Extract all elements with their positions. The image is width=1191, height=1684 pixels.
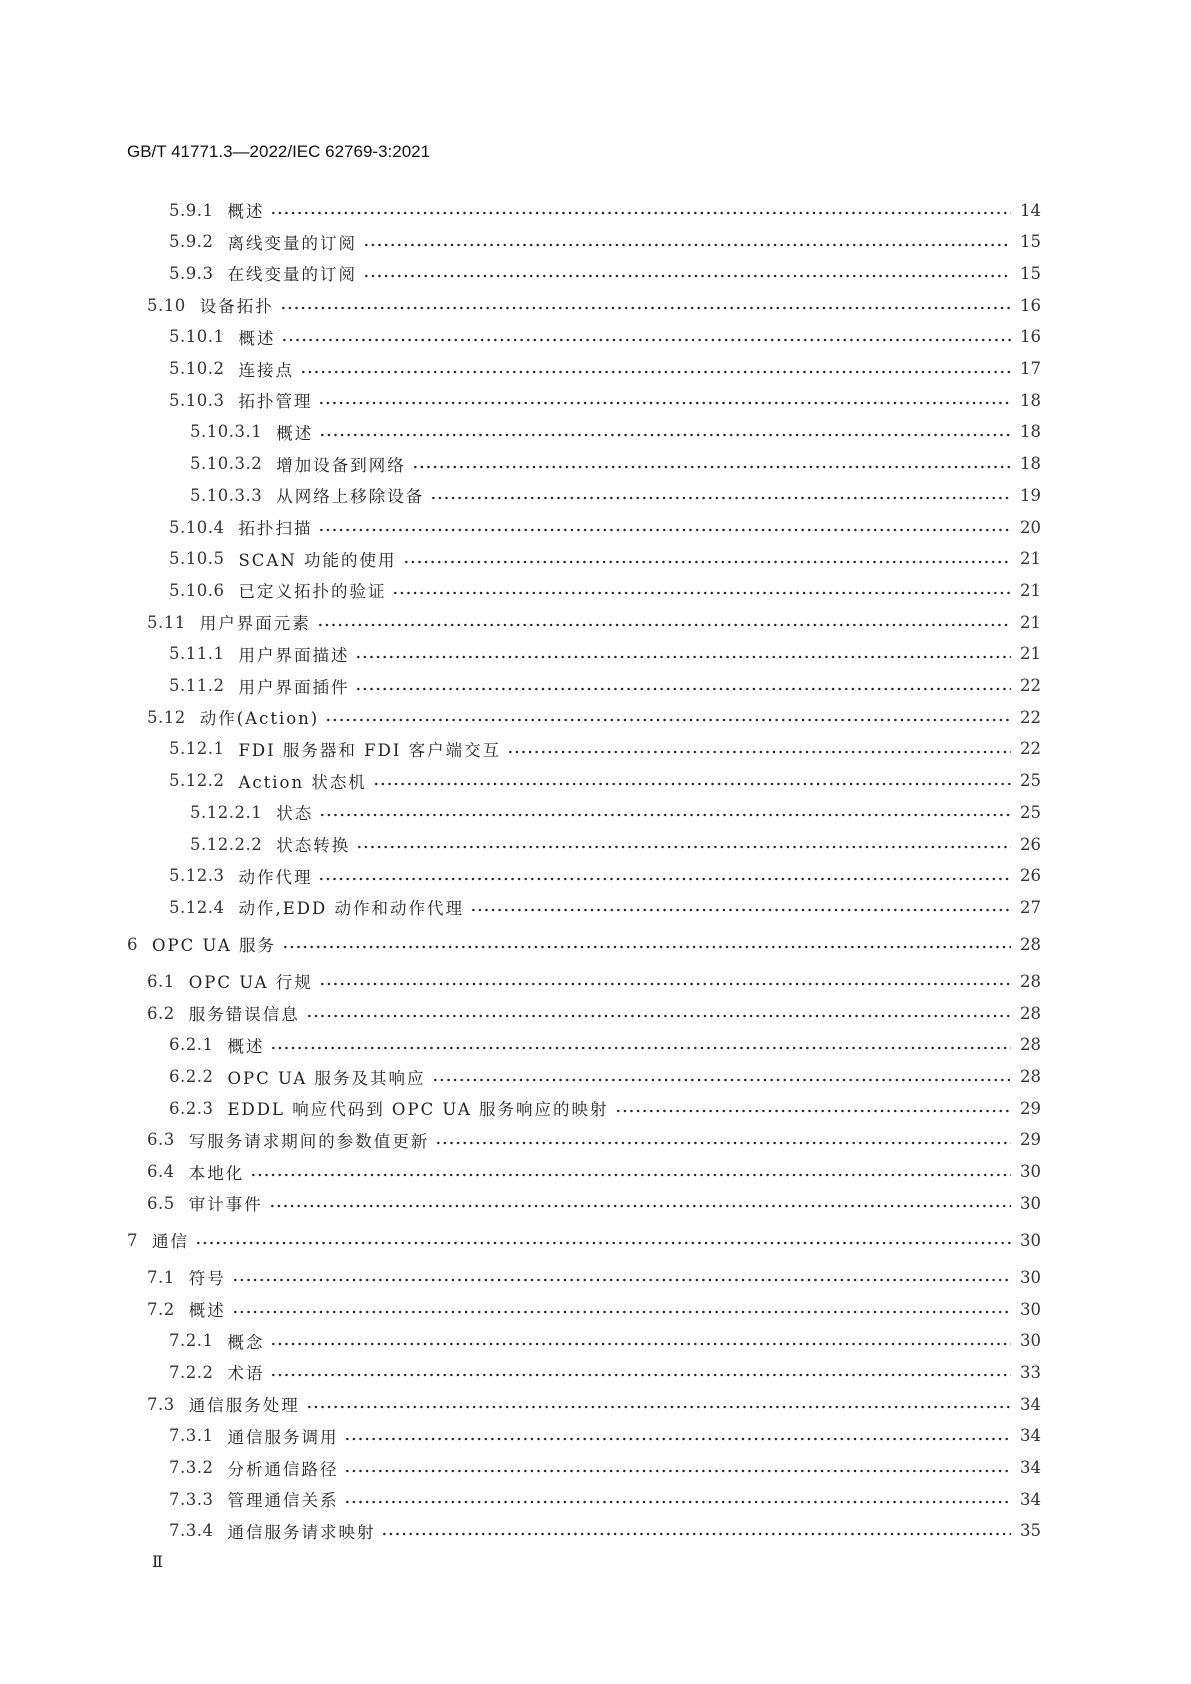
- toc-entry-page: 30: [1020, 1299, 1041, 1319]
- toc-leader-dots: [373, 782, 1011, 786]
- toc-entry[interactable]: [147, 1001, 1041, 1025]
- toc-entry[interactable]: [169, 515, 1041, 539]
- toc-entry-number: 6.2.2: [169, 1067, 214, 1086]
- toc-leader-dots: [356, 845, 1011, 849]
- toc-entry[interactable]: [169, 642, 1041, 666]
- toc-entry[interactable]: [169, 388, 1041, 412]
- toc-entry-title: 本地化: [188, 1163, 245, 1183]
- toc-entry-title: 概述: [188, 1301, 226, 1320]
- page-number: Ⅱ: [152, 1552, 163, 1571]
- toc-entry-title: 增加设备到网络: [276, 455, 406, 475]
- toc-leader-dots: [344, 1437, 1011, 1441]
- toc-leader-dots: [282, 945, 1011, 949]
- toc-entry[interactable]: [147, 1297, 1041, 1321]
- toc-entry[interactable]: [147, 293, 1041, 317]
- toc-entry-page: 21: [1020, 580, 1041, 600]
- toc-entry-number: 6.2.3: [169, 1098, 214, 1118]
- toc-leader-dots: [403, 560, 1011, 564]
- toc-entry-page: 21: [1020, 549, 1041, 569]
- toc-entry[interactable]: [147, 705, 1041, 729]
- toc-entry-number: 5.9.2: [169, 232, 214, 252]
- toc-entry[interactable]: [169, 1329, 1041, 1353]
- toc-entry-page: 26: [1020, 834, 1041, 854]
- toc-leader-dots: [306, 1405, 1011, 1409]
- toc-entry[interactable]: [169, 325, 1041, 349]
- toc-entry-page: 28: [1020, 1003, 1041, 1023]
- toc-entry-number: 7.2.2: [169, 1362, 214, 1382]
- toc-entry-title: Action 状态机: [238, 772, 367, 792]
- toc-entry-title: 用户界面元素: [199, 614, 311, 634]
- toc-entry-page: 18: [1020, 390, 1041, 410]
- toc-entry-number: 5.10.2: [169, 359, 225, 378]
- toc-entry-page: 15: [1020, 232, 1041, 252]
- toc-entry[interactable]: [147, 1265, 1041, 1289]
- toc-entry[interactable]: [127, 1228, 1041, 1252]
- toc-entry-page: 14: [1020, 200, 1041, 220]
- toc-entry-title: 概述: [276, 423, 314, 443]
- toc-entry[interactable]: [169, 1096, 1041, 1120]
- toc-entry[interactable]: [147, 1191, 1041, 1215]
- toc-entry-title: OPC UA 行规: [188, 973, 313, 993]
- toc-leader-dots: [344, 1469, 1011, 1473]
- toc-entry-page: 30: [1020, 1230, 1041, 1250]
- toc-entry[interactable]: [169, 737, 1041, 761]
- toc-entry-number: 5.12.2: [169, 771, 225, 791]
- toc-entry-title: 动作(Action): [199, 709, 320, 729]
- toc-entry-page: 22: [1020, 739, 1041, 759]
- toc-leader-dots: [430, 496, 1011, 500]
- toc-entry[interactable]: [169, 674, 1041, 698]
- toc-leader-dots: [270, 1046, 1011, 1050]
- toc-entry-page: 16: [1020, 295, 1041, 315]
- toc-leader-dots: [318, 401, 1011, 405]
- toc-entry[interactable]: [169, 1456, 1041, 1480]
- toc-entry[interactable]: [147, 969, 1041, 993]
- toc-entry-number: 6: [127, 934, 138, 954]
- toc-entry-number: 7.3: [147, 1394, 175, 1414]
- toc-entry-number: 5.10.4: [169, 517, 225, 537]
- toc-entry-title: 已定义拓扑的验证: [238, 582, 387, 602]
- toc-entry-number: 5.12.4: [169, 897, 225, 917]
- toc-leader-dots: [412, 465, 1011, 469]
- toc-entry[interactable]: [190, 483, 1041, 507]
- toc-entry-title: 从网络上移除设备: [276, 487, 425, 507]
- toc-entry-title: 动作,EDD 动作和动作代理: [238, 899, 464, 919]
- toc-leader-dots: [507, 750, 1011, 754]
- toc-entry-page: 34: [1020, 1458, 1041, 1477]
- toc-entry-title: 用户界面插件: [238, 677, 350, 697]
- toc-entry-page: 21: [1020, 612, 1041, 632]
- toc-entry[interactable]: [147, 1128, 1041, 1152]
- toc-entry-title: 分析通信路径: [227, 1459, 339, 1479]
- toc-entry-title: 符号: [188, 1269, 226, 1289]
- toc-entry-title: OPC UA 服务及其响应: [227, 1068, 426, 1088]
- toc-entry-title: 写服务请求期间的参数值更新: [188, 1131, 430, 1151]
- toc-entry-title: 拓扑管理: [238, 392, 313, 412]
- toc-leader-dots: [363, 274, 1011, 278]
- toc-entry-title: 通信服务处理: [188, 1396, 300, 1416]
- toc-entry-number: 6.5: [147, 1193, 175, 1213]
- toc-entry-title: 动作代理: [238, 867, 313, 887]
- toc-entry-number: 5.12.3: [169, 866, 225, 886]
- toc-entry-title: 通信: [152, 1232, 189, 1252]
- toc-entry[interactable]: [169, 230, 1041, 254]
- toc-entry-title: OPC UA 服务: [152, 936, 277, 956]
- toc-entry-number: 6.2.1: [169, 1035, 214, 1055]
- document-header: GB/T 41771.3—2022/IEC 62769-3:2021: [127, 142, 431, 161]
- toc-leader-dots: [270, 211, 1011, 215]
- toc-entry[interactable]: [169, 261, 1041, 285]
- toc-leader-dots: [318, 528, 1011, 532]
- toc-entry[interactable]: [169, 1360, 1041, 1384]
- toc-entry-title: SCAN 功能的使用: [238, 550, 397, 570]
- toc-entry-page: 33: [1020, 1362, 1041, 1382]
- toc-entry-number: 5.10.3.3: [190, 485, 263, 505]
- toc-entry-page: 30: [1020, 1193, 1041, 1213]
- toc-leader-dots: [281, 338, 1011, 342]
- toc-entry[interactable]: [169, 895, 1041, 919]
- toc-entry[interactable]: [169, 1065, 1041, 1089]
- toc-entry-page: 28: [1020, 1035, 1041, 1055]
- toc-leader-dots: [270, 1342, 1011, 1346]
- toc-entry-page: 30: [1020, 1267, 1041, 1287]
- toc-entry[interactable]: [169, 357, 1041, 381]
- toc-entry-title: 通信服务调用: [227, 1427, 339, 1447]
- toc-entry-page: 19: [1020, 485, 1041, 505]
- toc-entry-title: 概述: [238, 328, 276, 348]
- toc-entry-page: 25: [1020, 771, 1041, 791]
- toc-entry-title: 用户界面描述: [238, 645, 350, 665]
- toc-leader-dots: [232, 1310, 1011, 1314]
- toc-leader-dots: [344, 1500, 1011, 1504]
- toc-entry-number: 7.3.4: [169, 1521, 214, 1541]
- toc-entry-page: 21: [1020, 644, 1041, 664]
- toc-entry[interactable]: [169, 864, 1041, 888]
- toc-leader-dots: [392, 591, 1011, 595]
- toc-entry-number: 5.12.2.2: [190, 834, 263, 854]
- toc-entry-page: 29: [1020, 1098, 1041, 1118]
- toc-entry-number: 5.11.1: [169, 644, 225, 664]
- toc-entry-number: 5.12.2.1: [190, 802, 263, 822]
- toc-leader-dots: [363, 243, 1011, 247]
- toc-leader-dots: [325, 718, 1011, 722]
- toc-entry-number: 5.10.3.1: [190, 422, 263, 442]
- toc-entry-number: 6.1: [147, 971, 175, 991]
- toc-entry[interactable]: [169, 1424, 1041, 1448]
- toc-leader-dots: [318, 877, 1011, 881]
- toc-entry-title: 概述: [227, 1036, 265, 1056]
- toc-entry-page: 18: [1020, 422, 1041, 442]
- toc-entry[interactable]: [147, 1392, 1041, 1416]
- toc-leader-dots: [300, 370, 1011, 374]
- toc-leader-dots: [306, 1014, 1011, 1018]
- toc-entry[interactable]: [190, 420, 1041, 444]
- toc-entry-title: 概述: [227, 202, 265, 221]
- toc-entry-page: 27: [1020, 897, 1041, 917]
- toc-entry-page: 22: [1020, 676, 1041, 695]
- toc-entry-number: 5.11: [147, 612, 186, 632]
- toc-leader-dots: [435, 1141, 1011, 1145]
- toc-entry[interactable]: [169, 198, 1041, 222]
- toc-entry-page: 16: [1020, 327, 1041, 347]
- toc-entry-number: 6.3: [147, 1130, 175, 1150]
- toc-entry-number: 5.10.5: [169, 549, 225, 569]
- toc-entry-title: FDI 服务器和 FDI 客户端交互: [238, 740, 502, 760]
- toc-entry-title: 通信服务请求映射: [227, 1522, 376, 1542]
- toc-entry-number: 7: [127, 1230, 138, 1250]
- toc-leader-dots: [319, 982, 1011, 986]
- toc-entry[interactable]: [147, 1160, 1041, 1184]
- toc-entry-page: 22: [1020, 707, 1041, 727]
- toc-entry[interactable]: [169, 769, 1041, 793]
- toc-entry-page: 15: [1020, 263, 1041, 283]
- toc-entry-page: 18: [1020, 454, 1041, 474]
- toc-entry[interactable]: [169, 1519, 1041, 1543]
- toc-entry-number: 5.9.1: [169, 200, 214, 220]
- toc-entry[interactable]: [147, 610, 1041, 634]
- toc-leader-dots: [432, 1078, 1011, 1082]
- toc-leader-dots: [615, 1109, 1012, 1113]
- toc-leader-dots: [270, 1373, 1011, 1377]
- toc-entry-title: 审计事件: [188, 1195, 263, 1215]
- toc-leader-dots: [195, 1241, 1011, 1245]
- toc-entry-page: 35: [1020, 1521, 1041, 1541]
- toc-leader-dots: [319, 433, 1011, 437]
- toc-entry-number: 5.12: [147, 707, 186, 727]
- toc-entry-title: 术语: [227, 1364, 265, 1384]
- toc-entry-number: 5.10.3: [169, 390, 225, 410]
- toc-entry-number: 5.10.1: [169, 327, 225, 347]
- toc-entry-title: 状态转换: [276, 836, 351, 855]
- toc-entry[interactable]: [190, 800, 1041, 824]
- toc-entry-number: 6.4: [147, 1162, 175, 1182]
- toc-entry-page: 30: [1020, 1162, 1041, 1182]
- toc-entry-number: 7.3.1: [169, 1426, 214, 1446]
- toc-entry[interactable]: [169, 547, 1041, 571]
- toc-entry-page: 17: [1020, 359, 1041, 378]
- toc-entry-page: 28: [1020, 971, 1041, 991]
- toc-entry-number: 7.3.3: [169, 1489, 214, 1509]
- toc-entry-number: 5.12.1: [169, 739, 225, 759]
- toc-entry[interactable]: [127, 932, 1041, 956]
- toc-entry-number: 5.9.3: [169, 263, 214, 283]
- toc-entry-page: 29: [1020, 1130, 1041, 1150]
- toc-entry-title: 在线变量的订阅: [227, 265, 357, 285]
- toc-entry[interactable]: [190, 452, 1041, 476]
- toc-entry-number: 5.10.6: [169, 580, 225, 600]
- toc-entry-page: 34: [1020, 1489, 1041, 1509]
- toc-entry-page: 30: [1020, 1331, 1041, 1351]
- toc-entry-title: 设备拓扑: [199, 297, 274, 317]
- toc-entry-number: 5.10.3.2: [190, 454, 263, 474]
- toc-leader-dots: [232, 1278, 1011, 1282]
- toc-entry-number: 7.2: [147, 1299, 175, 1319]
- toc-entry-title: 概念: [227, 1332, 265, 1352]
- toc-entry-page: 34: [1020, 1426, 1041, 1446]
- toc-leader-dots: [319, 813, 1011, 817]
- toc-entry-number: 7.2.1: [169, 1331, 214, 1351]
- toc-entry-page: 26: [1020, 866, 1041, 886]
- toc-entry-page: 28: [1020, 934, 1041, 954]
- toc-entry[interactable]: [169, 1487, 1041, 1511]
- toc-entry-number: 5.11.2: [169, 676, 225, 695]
- toc-entry[interactable]: [169, 1033, 1041, 1057]
- toc-entry-number: 7.3.2: [169, 1458, 214, 1477]
- toc-entry-number: 7.1: [147, 1267, 175, 1287]
- toc-leader-dots: [250, 1173, 1011, 1177]
- toc-entry-title: EDDL 响应代码到 OPC UA 服务响应的映射: [227, 1100, 609, 1120]
- toc-entry[interactable]: [169, 578, 1041, 602]
- toc-entry-page: 34: [1020, 1394, 1041, 1414]
- toc-entry-page: 28: [1020, 1067, 1041, 1086]
- toc-entry[interactable]: [190, 832, 1041, 856]
- toc-entry-page: 20: [1020, 517, 1041, 537]
- toc-leader-dots: [381, 1532, 1011, 1536]
- toc-entry-title: 离线变量的订阅: [227, 233, 357, 253]
- toc-leader-dots: [470, 908, 1011, 912]
- toc-entry-title: 连接点: [238, 360, 294, 380]
- toc-leader-dots: [269, 1204, 1011, 1208]
- toc-leader-dots: [355, 655, 1011, 659]
- toc-entry-title: 状态: [276, 804, 314, 824]
- toc-entry-title: 拓扑扫描: [238, 519, 313, 538]
- toc-leader-dots: [355, 687, 1011, 691]
- toc-entry-page: 25: [1020, 802, 1041, 822]
- toc-entry-number: 5.10: [147, 295, 186, 315]
- toc-entry-number: 6.2: [147, 1003, 175, 1023]
- toc-entry-title: 服务错误信息: [188, 1005, 300, 1025]
- toc-leader-dots: [317, 623, 1011, 627]
- toc-entry-title: 管理通信关系: [227, 1491, 339, 1511]
- toc-leader-dots: [280, 306, 1011, 310]
